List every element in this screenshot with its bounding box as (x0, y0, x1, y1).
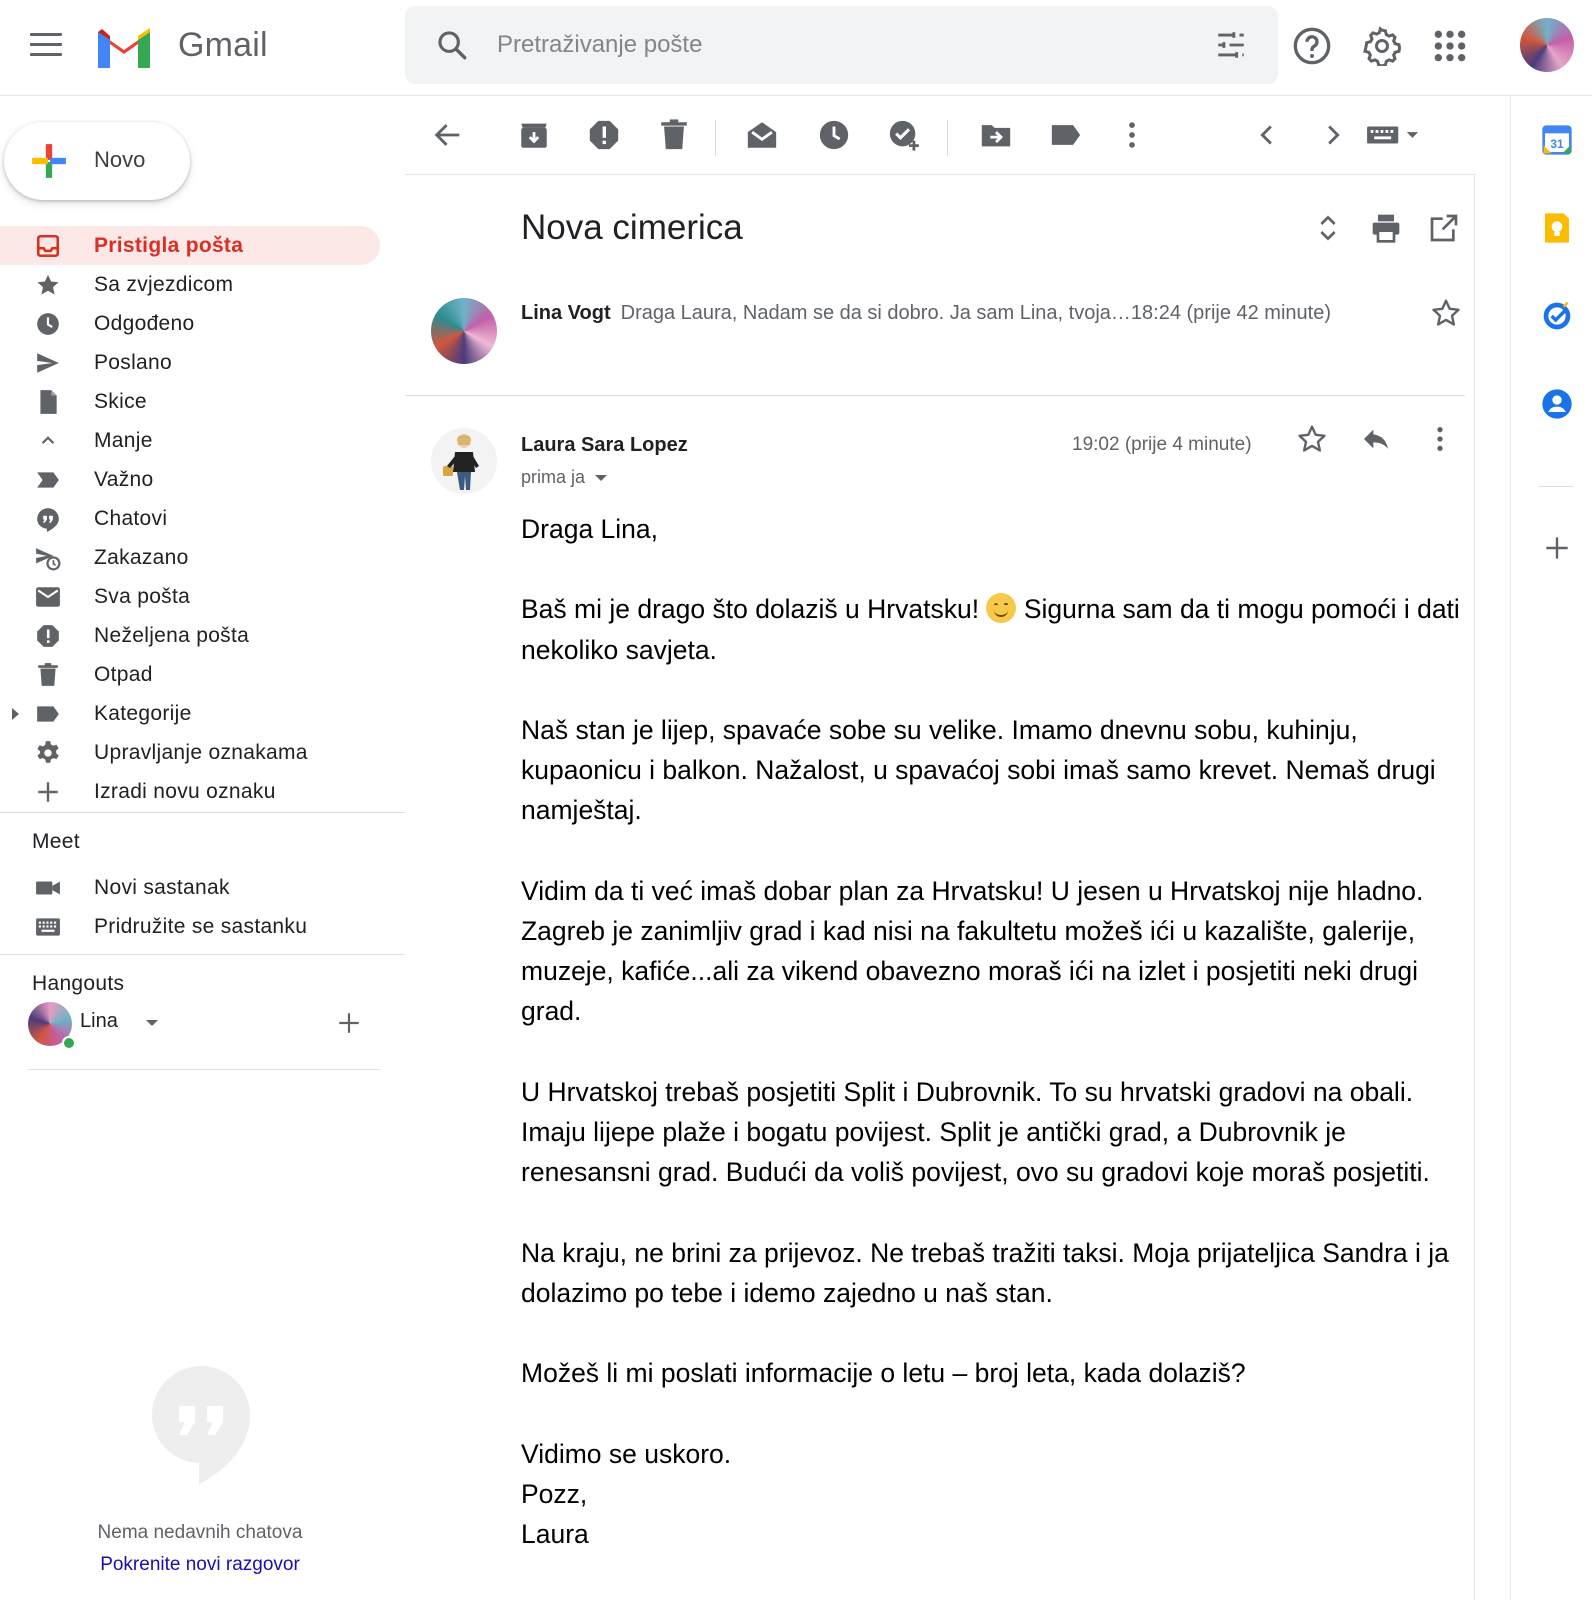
star-icon (34, 272, 62, 298)
inbox-icon (34, 233, 62, 259)
sidebar-item-label: Neželjena pošta (94, 624, 250, 647)
side-panel (1510, 96, 1592, 1600)
sidebar-nav (0, 226, 380, 811)
draft-icon (34, 389, 62, 415)
sidebar-item-label: Pristigla pošta (94, 234, 244, 257)
meet-new-meeting[interactable] (0, 868, 380, 907)
online-status-dot (62, 1036, 76, 1050)
label-icon (34, 701, 62, 727)
body-closing: Vidimo se uskoro. (521, 1438, 732, 1469)
sidebar-item-label: Chatovi (94, 507, 168, 530)
sidebar-item-label: Upravljanje oznakama (94, 741, 308, 764)
body-paragraph: Na kraju, ne brini za prijevoz. Ne trebaš tražiti taksi. Moja prijateljica Sandra i ja dolazimo po tebe i idemo zajedno u naš stan. (521, 1237, 1449, 1308)
sidebar-item-sent[interactable] (0, 343, 380, 382)
send-icon (34, 350, 62, 376)
sidebar-item-less[interactable] (0, 421, 380, 460)
body-paragraph: U Hrvatskoj trebaš posjetiti Split i Dubrovnik. To su hrvatski gradovi na obali. Imaju lijepe plaže i bogatu povijest. Split je antički grad, a Dubrovnik je renesansni grad. Budući da voliš povijest, ovo su gradovi koje moraš posjetiti. (521, 1076, 1430, 1188)
meet-item-label: Pridružite se sastanku (94, 915, 308, 938)
sidebar-item-important[interactable] (0, 460, 380, 499)
hangouts-title: Hangouts (32, 972, 125, 995)
sidebar-divider (0, 812, 405, 813)
gear-icon (34, 740, 62, 766)
no-chats-text: Nema nedavnih chatova (97, 1522, 303, 1543)
meet-item-label: Novi sastanak (94, 876, 230, 899)
mark-unread-icon[interactable] (745, 118, 779, 152)
body-text: Sigurna sam da ti mogu pomoći i dati nekoliko savjeta. (521, 594, 1460, 665)
compose-plus-icon (30, 142, 68, 180)
sidebar-item-label: Izradi novu oznaku (94, 780, 276, 803)
sidebar-item-chats[interactable] (0, 499, 380, 538)
message-time: 18:24 (prije 42 minute) (1130, 302, 1331, 324)
compose-label: Novo (94, 147, 146, 172)
sidebar-item-trash[interactable] (0, 655, 380, 694)
sidebar-item-manage-labels[interactable] (0, 733, 380, 772)
smiling-face-emoji-icon (986, 593, 1016, 623)
message-time: 19:02 (prije 4 minute) (1072, 434, 1252, 455)
sidebar-item-label: Kategorije (94, 702, 192, 725)
body-text: Baš mi je drago što dolaziš u Hrvatsku! (521, 594, 980, 625)
chevron-up-icon (34, 428, 62, 454)
message-toolbar (405, 108, 1475, 168)
sidebar-item-label: Otpad (94, 663, 153, 686)
sidebar-item-label: Manje (94, 429, 153, 452)
app-title: Gmail (178, 26, 268, 64)
recipient-details[interactable] (521, 467, 607, 488)
expand-caret-icon[interactable] (12, 708, 19, 720)
meet-join-meeting[interactable] (0, 907, 380, 946)
sender-avatar[interactable] (431, 428, 497, 494)
menu-icon[interactable] (30, 33, 62, 59)
add-chat-icon[interactable] (336, 1010, 362, 1036)
sidebar-item-spam[interactable] (0, 616, 380, 655)
sidebar-item-label: Skice (94, 390, 147, 413)
help-icon[interactable] (1292, 26, 1332, 66)
toolbar-separator (947, 120, 948, 156)
add-task-icon[interactable] (887, 118, 921, 152)
sender-name: Laura Sara Lopez (521, 434, 688, 456)
person-illustration (431, 428, 497, 494)
search-options-icon[interactable] (1214, 28, 1248, 62)
chat-icon (34, 506, 62, 532)
search-icon[interactable] (435, 28, 469, 62)
sender-name: Lina Vogt (521, 302, 611, 324)
hangouts-user-name: Lina (80, 1010, 118, 1032)
sidebar-item-drafts[interactable] (0, 382, 380, 421)
chevron-down-icon[interactable] (595, 475, 607, 481)
sidebar-divider (0, 954, 405, 955)
sidebar-item-label: Poslano (94, 351, 172, 374)
hangouts-divider (28, 1069, 380, 1070)
more-icon[interactable] (1115, 118, 1149, 152)
clock-icon (34, 311, 62, 337)
calendar-date: 31 (1550, 137, 1564, 151)
print-icon[interactable] (1370, 212, 1402, 244)
mail-icon (34, 584, 62, 610)
sidebar-item-label: Sa zvjezdicom (94, 273, 234, 296)
chat-bubble-icon (152, 1366, 250, 1484)
sender-avatar[interactable] (431, 298, 497, 364)
report-spam-icon[interactable] (587, 118, 621, 152)
delete-icon[interactable] (657, 118, 691, 152)
sidebar-item-inbox[interactable] (0, 226, 380, 265)
keyboard-icon (34, 914, 62, 940)
input-tools-icon[interactable] (1365, 118, 1423, 152)
sidebar-item-label: Sva pošta (94, 585, 191, 608)
keep-icon[interactable] (1541, 212, 1573, 244)
meet-title: Meet (32, 830, 80, 853)
calendar-icon[interactable] (1541, 124, 1573, 156)
chevron-down-icon[interactable] (146, 1020, 158, 1026)
collapsed-message[interactable] (521, 302, 1391, 325)
expand-all-icon[interactable] (1312, 212, 1344, 244)
star-icon[interactable] (1430, 297, 1462, 329)
account-avatar[interactable] (1520, 18, 1574, 72)
sidebar-item-snoozed[interactable] (0, 304, 380, 343)
message-snippet: Draga Laura, Nadam se da si dobro. Ja sam Lina, tvoja… (620, 302, 1131, 324)
toolbar-separator (715, 120, 716, 156)
sidebar-item-categories[interactable] (0, 694, 380, 733)
back-icon[interactable] (431, 118, 465, 152)
search-bar[interactable] (405, 6, 1278, 84)
compose-button[interactable] (4, 122, 190, 200)
top-bar (0, 0, 1592, 96)
sidebar-item-label: Zakazano (94, 546, 189, 569)
open-new-window-icon[interactable] (1428, 212, 1460, 244)
important-icon (34, 467, 62, 493)
rail-divider (1539, 486, 1573, 487)
trash-icon (34, 662, 62, 688)
scrollbar[interactable] (1474, 174, 1484, 1600)
gmail-logo[interactable] (94, 22, 154, 68)
snooze-icon[interactable] (817, 118, 851, 152)
contacts-icon[interactable] (1541, 388, 1573, 420)
body-paragraph: Naš stan je lijep, spavaće sobe su velike. Imamo dnevnu sobu, kuhinju, kupaonicu i balkon. Nažalost, u spavaćoj sobi imaš samo krevet. Nemaš drugi namještaj. (521, 714, 1436, 826)
labels-icon[interactable] (1049, 118, 1083, 152)
star-icon[interactable] (1296, 423, 1328, 455)
body-greeting: Draga Lina, (521, 514, 659, 544)
apps-icon[interactable] (1430, 26, 1470, 66)
next-icon[interactable] (1315, 118, 1349, 152)
tasks-icon[interactable] (1541, 300, 1573, 332)
spam-icon (34, 623, 62, 649)
search-input[interactable] (497, 24, 1177, 66)
archive-icon[interactable] (517, 118, 551, 152)
body-signature: Laura (521, 1518, 589, 1549)
move-to-icon[interactable] (979, 118, 1013, 152)
add-addon-icon[interactable] (1541, 532, 1573, 564)
sidebar-item-scheduled[interactable] (0, 538, 380, 577)
video-icon (34, 875, 62, 901)
scheduled-icon (34, 545, 62, 571)
body-closing: Pozz, (521, 1478, 588, 1509)
body-paragraph: Možeš li mi poslati informacije o letu – broj leta, kada dolaziš? (521, 1358, 1246, 1389)
toolbar-divider (405, 174, 1475, 175)
sidebar-item-all-mail[interactable] (0, 577, 380, 616)
thread-subject: Nova cimerica (521, 208, 743, 247)
sidebar-item-create-label[interactable] (0, 772, 380, 811)
plus-icon (34, 779, 62, 805)
message-divider (405, 395, 1465, 396)
reply-icon[interactable] (1360, 423, 1392, 455)
hangouts-user[interactable] (28, 1002, 378, 1050)
prev-icon[interactable] (1251, 118, 1285, 152)
recipient-label: prima ja (521, 467, 586, 487)
start-chat-link[interactable]: Pokrenite novi razgovor (100, 1554, 300, 1575)
sidebar-item-label: Važno (94, 468, 154, 491)
body-paragraph (521, 589, 1461, 669)
sidebar-item-label: Odgođeno (94, 312, 195, 335)
body-paragraph: Vidim da ti već imaš dobar plan za Hrvatsku! U jesen u Hrvatskoj nije hladno. Zagreb je zanimljiv grad i kad nisi na fakultetu možeš ići u kazalište, galerije, muzeje, kafiće...ali za vikend obavezno moraš ići na izlet i posjetiti neki drugi grad. (521, 875, 1424, 1027)
more-icon[interactable] (1424, 423, 1456, 455)
message-body (521, 509, 1461, 1554)
sidebar-item-starred[interactable] (0, 265, 380, 304)
settings-icon[interactable] (1362, 26, 1402, 66)
